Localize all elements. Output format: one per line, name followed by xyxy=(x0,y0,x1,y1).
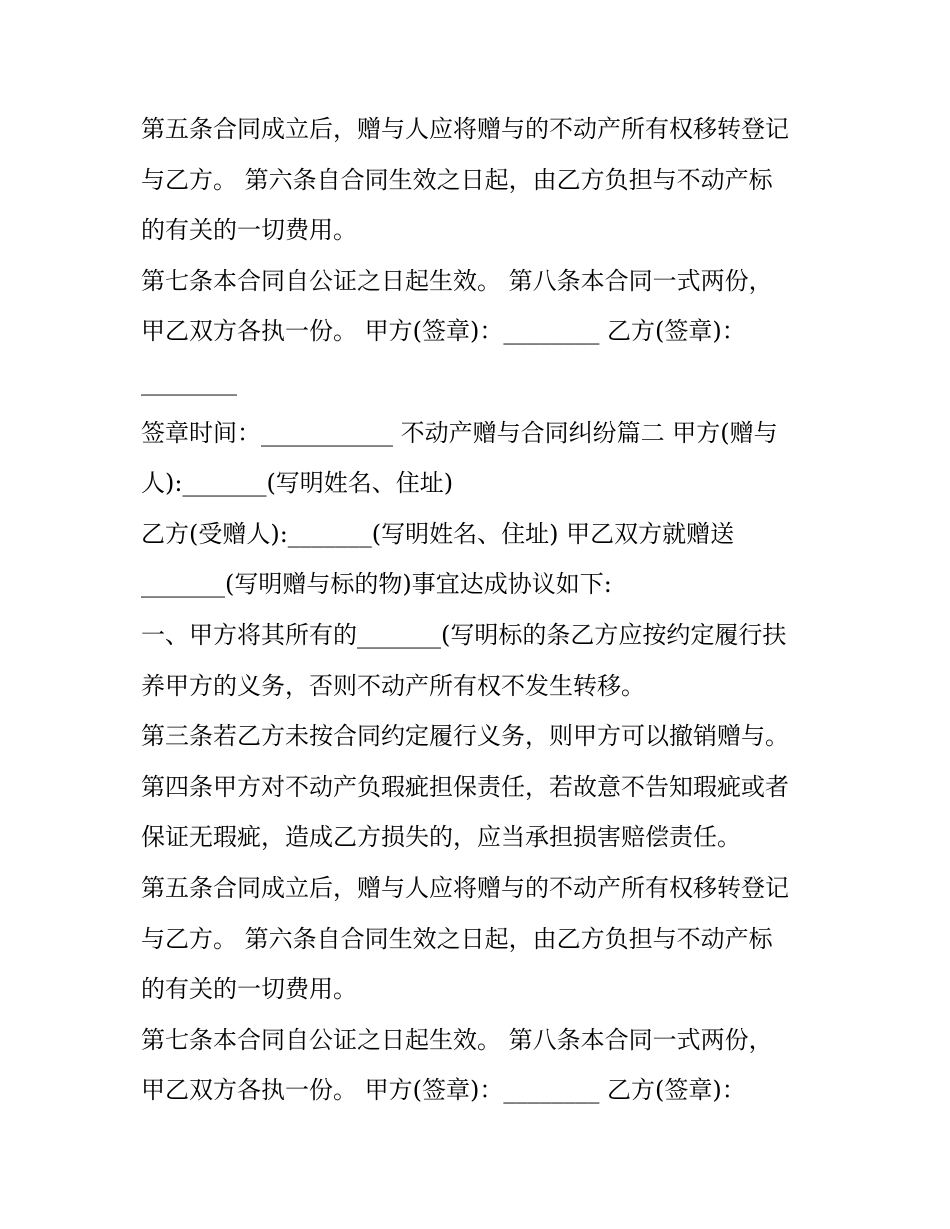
text-line: 人):_______(写明姓名、住址) xyxy=(141,469,454,498)
text-line: 甲乙双方各执一份。 甲方(签章)：________ 乙方(签章)： xyxy=(141,1076,746,1105)
text-line: 第四条甲方对不动产负瑕疵担保责任，若故意不告知瑕疵或者 xyxy=(141,772,789,801)
text-line: 第五条合同成立后，赠与人应将赠与的不动产所有权移转登记 xyxy=(141,873,789,902)
text-line: ________ xyxy=(141,367,237,396)
text-line: 第七条本合同自公证之日起生效。 第八条本合同一式两份， xyxy=(141,1025,773,1054)
text-line: 一、甲方将其所有的_______(写明标的条乙方应按约定履行扶 xyxy=(141,620,787,649)
text-line: 与乙方。 第六条自合同生效之日起，由乙方负担与不动产标 xyxy=(141,165,773,194)
text-line: 乙方(受赠人):_______(写明姓名、住址) 甲乙双方就赠送 xyxy=(141,519,735,548)
text-line: 第五条合同成立后，赠与人应将赠与的不动产所有权移转登记 xyxy=(141,115,789,143)
text-line: 的有关的一切费用。 xyxy=(141,216,357,245)
text-line: 的有关的一切费用。 xyxy=(141,975,357,1004)
text-line: 签章时间：___________ 不动产赠与合同纠纷篇二 甲方(赠与 xyxy=(141,418,778,447)
text-line: 第三条若乙方未按合同约定履行义务，则甲方可以撤销赠与。 xyxy=(141,722,789,751)
text-line: 养甲方的义务，否则不动产所有权不发生转移。 xyxy=(141,671,645,700)
text-line: 与乙方。 第六条自合同生效之日起，由乙方负担与不动产标 xyxy=(141,924,773,953)
text-line: 第七条本合同自公证之日起生效。 第八条本合同一式两份， xyxy=(141,266,773,295)
text-line: _______(写明赠与标的物)事宜达成协议如下: xyxy=(141,570,612,599)
document-body xyxy=(141,104,821,1116)
text-line: 保证无瑕疵，造成乙方损失的，应当承担损害赔偿责任。 xyxy=(141,823,741,852)
text-line: 甲乙双方各执一份。 甲方(签章)：________ 乙方(签章)： xyxy=(141,317,746,346)
